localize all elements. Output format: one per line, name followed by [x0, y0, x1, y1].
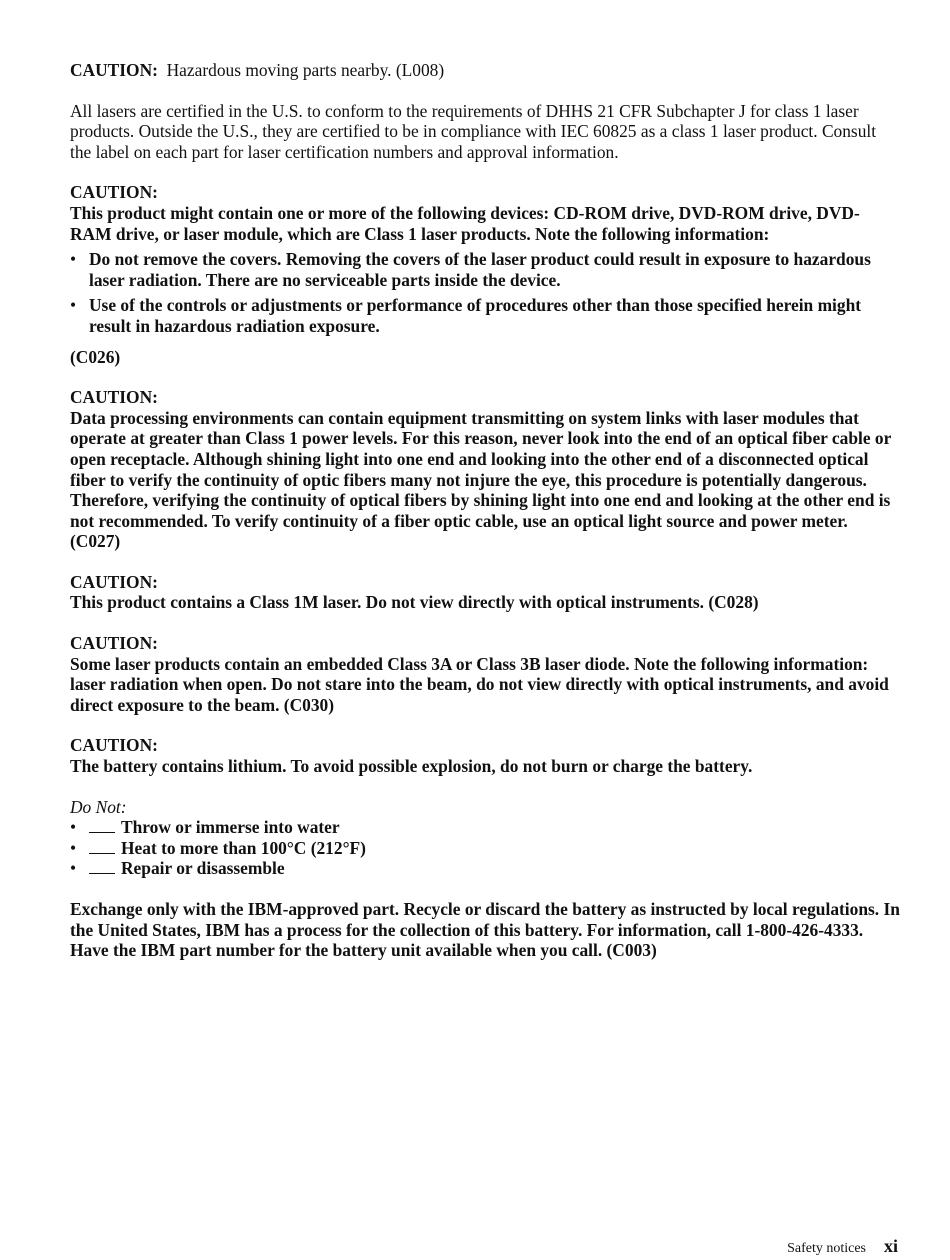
caution-text: Some laser products contain an embedded Class 3A or Class 3B laser diode. Note the following information: laser radiation when open. Do not stare into the beam, do not view directly with optical instruments, and avoid direct exposure to the beam. (C030) [70, 653, 889, 715]
do-not-list [70, 817, 900, 879]
caution-text: Hazardous moving parts nearby. (L008) [166, 60, 445, 80]
caution-text: The battery contains lithium. To avoid possible explosion, do not burn or charge the battery. [70, 756, 753, 777]
caution-c027 [70, 387, 900, 552]
caution-text: This product contains a Class 1M laser. Do not view directly with optical instruments. (C028) [70, 592, 759, 613]
document-body [70, 60, 900, 961]
caution-c026 [70, 182, 900, 367]
caution-label: CAUTION: [70, 633, 158, 654]
list-item-text: Heat to more than 100°C (212°F) [121, 837, 366, 858]
footer-section-title: Safety notices [787, 1241, 866, 1256]
page-footer [787, 1236, 898, 1259]
caution-label: CAUTION: [70, 182, 158, 203]
caution-label: CAUTION: [70, 571, 158, 592]
caution-c003 [70, 735, 900, 960]
caution-l008 [70, 60, 900, 81]
list-item [70, 858, 900, 879]
do-not-label: Do Not: [70, 796, 127, 817]
list-item-text: Repair or disassemble [121, 858, 285, 879]
caution-intro: This product might contain one or more of the following devices: CD-ROM drive, DVD-ROM drive, DVD-RAM drive, or laser module, which are Class 1 laser products. Note the following information: [70, 202, 860, 244]
battery-exchange-paragraph: Exchange only with the IBM-approved part. Recycle or discard the battery as instructed by local regulations. In the United States, IBM has a process for the collection of this battery. For information, call 1-800-426-4333. Have the IBM part number for the battery unit available when you call. (C003) [70, 899, 900, 961]
checkbox-blank [89, 859, 115, 874]
caution-label: CAUTION: [70, 735, 158, 756]
list-item: • Do not remove the covers. Removing the covers of the laser product could result in exposure to hazardous laser radiation. There are no serviceable parts inside the device. [70, 249, 900, 290]
list-item [70, 817, 900, 838]
caution-bullet-list [70, 249, 900, 336]
checkbox-blank [89, 839, 115, 854]
caution-c028 [70, 572, 900, 613]
list-item [70, 838, 900, 859]
caution-code: (C026) [70, 346, 121, 367]
list-item: • Use of the controls or adjustments or performance of procedures other than those specified herein might result in hazardous radiation exposure. [70, 295, 900, 336]
caution-text: Data processing environments can contain equipment transmitting on system links with laser modules that operate at greater than Class 1 power levels. For this reason, never look into the end of an optical fiber cable or open receptacle. Although shining light into one end and looking into the other end of a disconnected optical fiber to verify the continuity of optic fibers many not injure the eye, this procedure is potentially dangerous. Therefore, verifying the continuity of optical fibers by shining light into one end and looking at the other end is not recommended. To verify continuity of a fiber optic cable, use an optical light source and power meter. (C027) [70, 407, 892, 552]
page-number: xi [883, 1236, 898, 1256]
caution-c030 [70, 633, 900, 715]
list-item-text: Throw or immerse into water [121, 817, 340, 838]
laser-certification-paragraph: All lasers are certified in the U.S. to conform to the requirements of DHHS 21 CFR Subchapter J for class 1 laser products. Outside the U.S., they are certified to be in compliance with IEC 60825 as a class 1 laser product. Consult the label on each part for laser certification numbers and approval information. [70, 100, 877, 162]
caution-label: CAUTION: [70, 60, 158, 80]
checkbox-blank [89, 818, 115, 833]
caution-label: CAUTION: [70, 387, 158, 408]
